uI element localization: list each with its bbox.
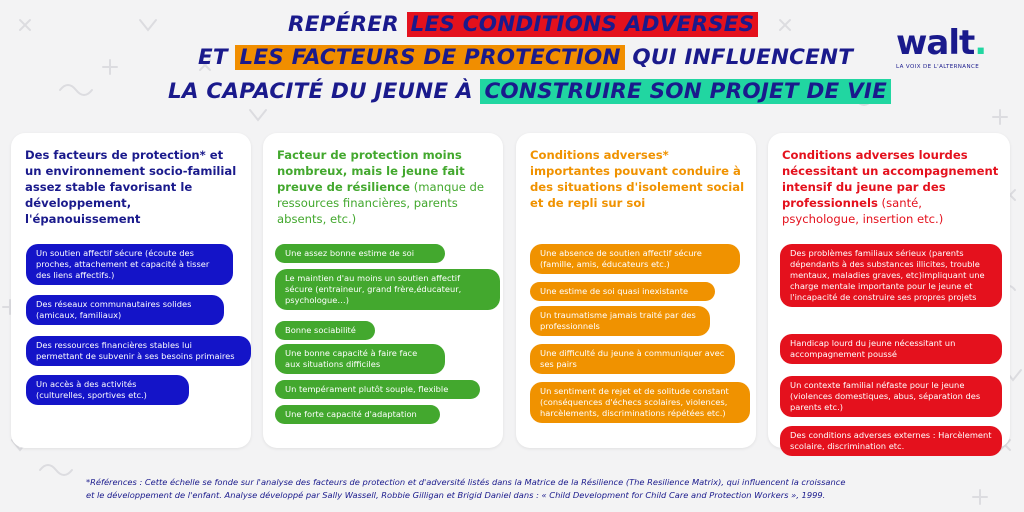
list-item: Une difficulté du jeune à communiquer avec ses pairs <box>530 344 735 374</box>
list-item: Un contexte familial néfaste pour le jeune (violences domestiques, abus, séparation des parents etc.) <box>780 376 1002 417</box>
title-line-1-plain: REPÉRER <box>288 12 407 37</box>
card-title-bold: Conditions adverses lourdes nécessitant un accompagnement intensif du jeune par des professionnels <box>782 148 999 210</box>
card-protection-factors <box>11 133 251 448</box>
list-item: Un accès à des activités (culturelles, sportives etc.) <box>26 375 189 405</box>
title-line-3-plain: LA CAPACITÉ DU JEUNE À <box>168 79 481 104</box>
list-item: Des ressources financières stables lui permettant de subvenir à ses besoins primaires <box>26 336 251 366</box>
walt-logo <box>896 23 987 70</box>
card-title-bold: Des facteurs de protection* et un environnement socio-familial assez stable favorisant le développement, l'épanouissement <box>25 148 237 226</box>
title-line-3 <box>168 77 891 107</box>
card-adverse-conditions <box>516 133 756 448</box>
card-title <box>782 147 1000 227</box>
footnote-line-1: *Références : Cette échelle se fonde sur l'analyse des facteurs de protection et d'adversité listés dans la Matrice de la Résilience (The Resilience Matrix), qui influencent la croissance <box>86 477 846 487</box>
list-item: Un tempérament plutôt souple, flexible <box>275 380 480 399</box>
title-line-2 <box>198 43 853 73</box>
list-item: Une estime de soi quasi inexistante <box>530 282 715 301</box>
list-item: Une assez bonne estime de soi <box>275 244 445 263</box>
list-item: Des réseaux communautaires solides (amicaux, familiaux) <box>26 295 224 325</box>
card-heavy-adverse-conditions <box>768 133 1010 451</box>
card-title-light: (manque de ressources financières, parents absents, etc.) <box>277 180 485 226</box>
footnote-line-2: et le développement de l'enfant. Analyse développé par Sally Wassell, Robbie Gilligan et Brigid Daniel dans : « Child Development for Child Care and Protection Workers », 1999. <box>86 490 826 500</box>
title-highlight-protection: LES FACTEURS DE PROTECTION <box>235 45 624 70</box>
references-footnote <box>86 476 966 502</box>
card-title-light: (santé, psychologue, insertion etc.) <box>782 196 944 226</box>
card-title <box>277 147 493 227</box>
list-item: Le maintien d'au moins un soutien affectif sécure (entraineur, grand frère,éducateur, psychologue…) <box>275 269 500 310</box>
card-title-bold: Conditions adverses* importantes pouvant conduire à des situations d'isolement social et de repli sur soi <box>530 148 745 210</box>
title-line-1 <box>288 10 758 40</box>
list-item: Une bonne capacité à faire face aux situations difficiles <box>275 344 445 374</box>
card-title-bold: Facteur de protection moins nombreux, mais le jeune fait preuve de résilience <box>277 148 465 194</box>
title-highlight-projet: CONSTRUIRE SON PROJET DE VIE <box>480 79 891 104</box>
list-item: Handicap lourd du jeune nécessitant un accompagnement poussé <box>780 334 1002 364</box>
card-title <box>25 147 241 227</box>
title-highlight-adverse: LES CONDITIONS ADVERSES <box>407 12 759 37</box>
list-item: Des conditions adverses externes : Harcèlement scolaire, discrimination etc. <box>780 426 1002 456</box>
title-line-2-plain-after: QUI INFLUENCENT <box>624 45 854 70</box>
list-item: Un traumatisme jamais traité par des professionnels <box>530 306 710 336</box>
list-item: Une forte capacité d'adaptation <box>275 405 440 424</box>
logo-wordmark: walt. <box>896 23 987 63</box>
card-title <box>530 147 746 211</box>
list-item: Bonne sociabilité <box>275 321 375 340</box>
list-item: Un soutien affectif sécure (écoute des proches, attachement et capacité à tisser des liens affectifs.) <box>26 244 233 285</box>
list-item: Des problèmes familiaux sérieux (parents dépendants à des substances illicites, trouble mentaux, maladies graves, etc)impliquant une charge mentale importante pour le jeune et l'incapacité de construire ses propres projets <box>780 244 1002 307</box>
list-item: Un sentiment de rejet et de solitude constant (conséquences d'échecs scolaires, violences, harcèlements, discriminations répétées etc.) <box>530 382 750 423</box>
list-item: Une absence de soutien affectif sécure (famille, amis, éducateurs etc.) <box>530 244 740 274</box>
card-resilience <box>263 133 503 448</box>
logo-tagline: LA VOIX DE L'ALTERNANCE <box>896 64 980 70</box>
title-line-2-plain-before: ET <box>198 45 236 70</box>
